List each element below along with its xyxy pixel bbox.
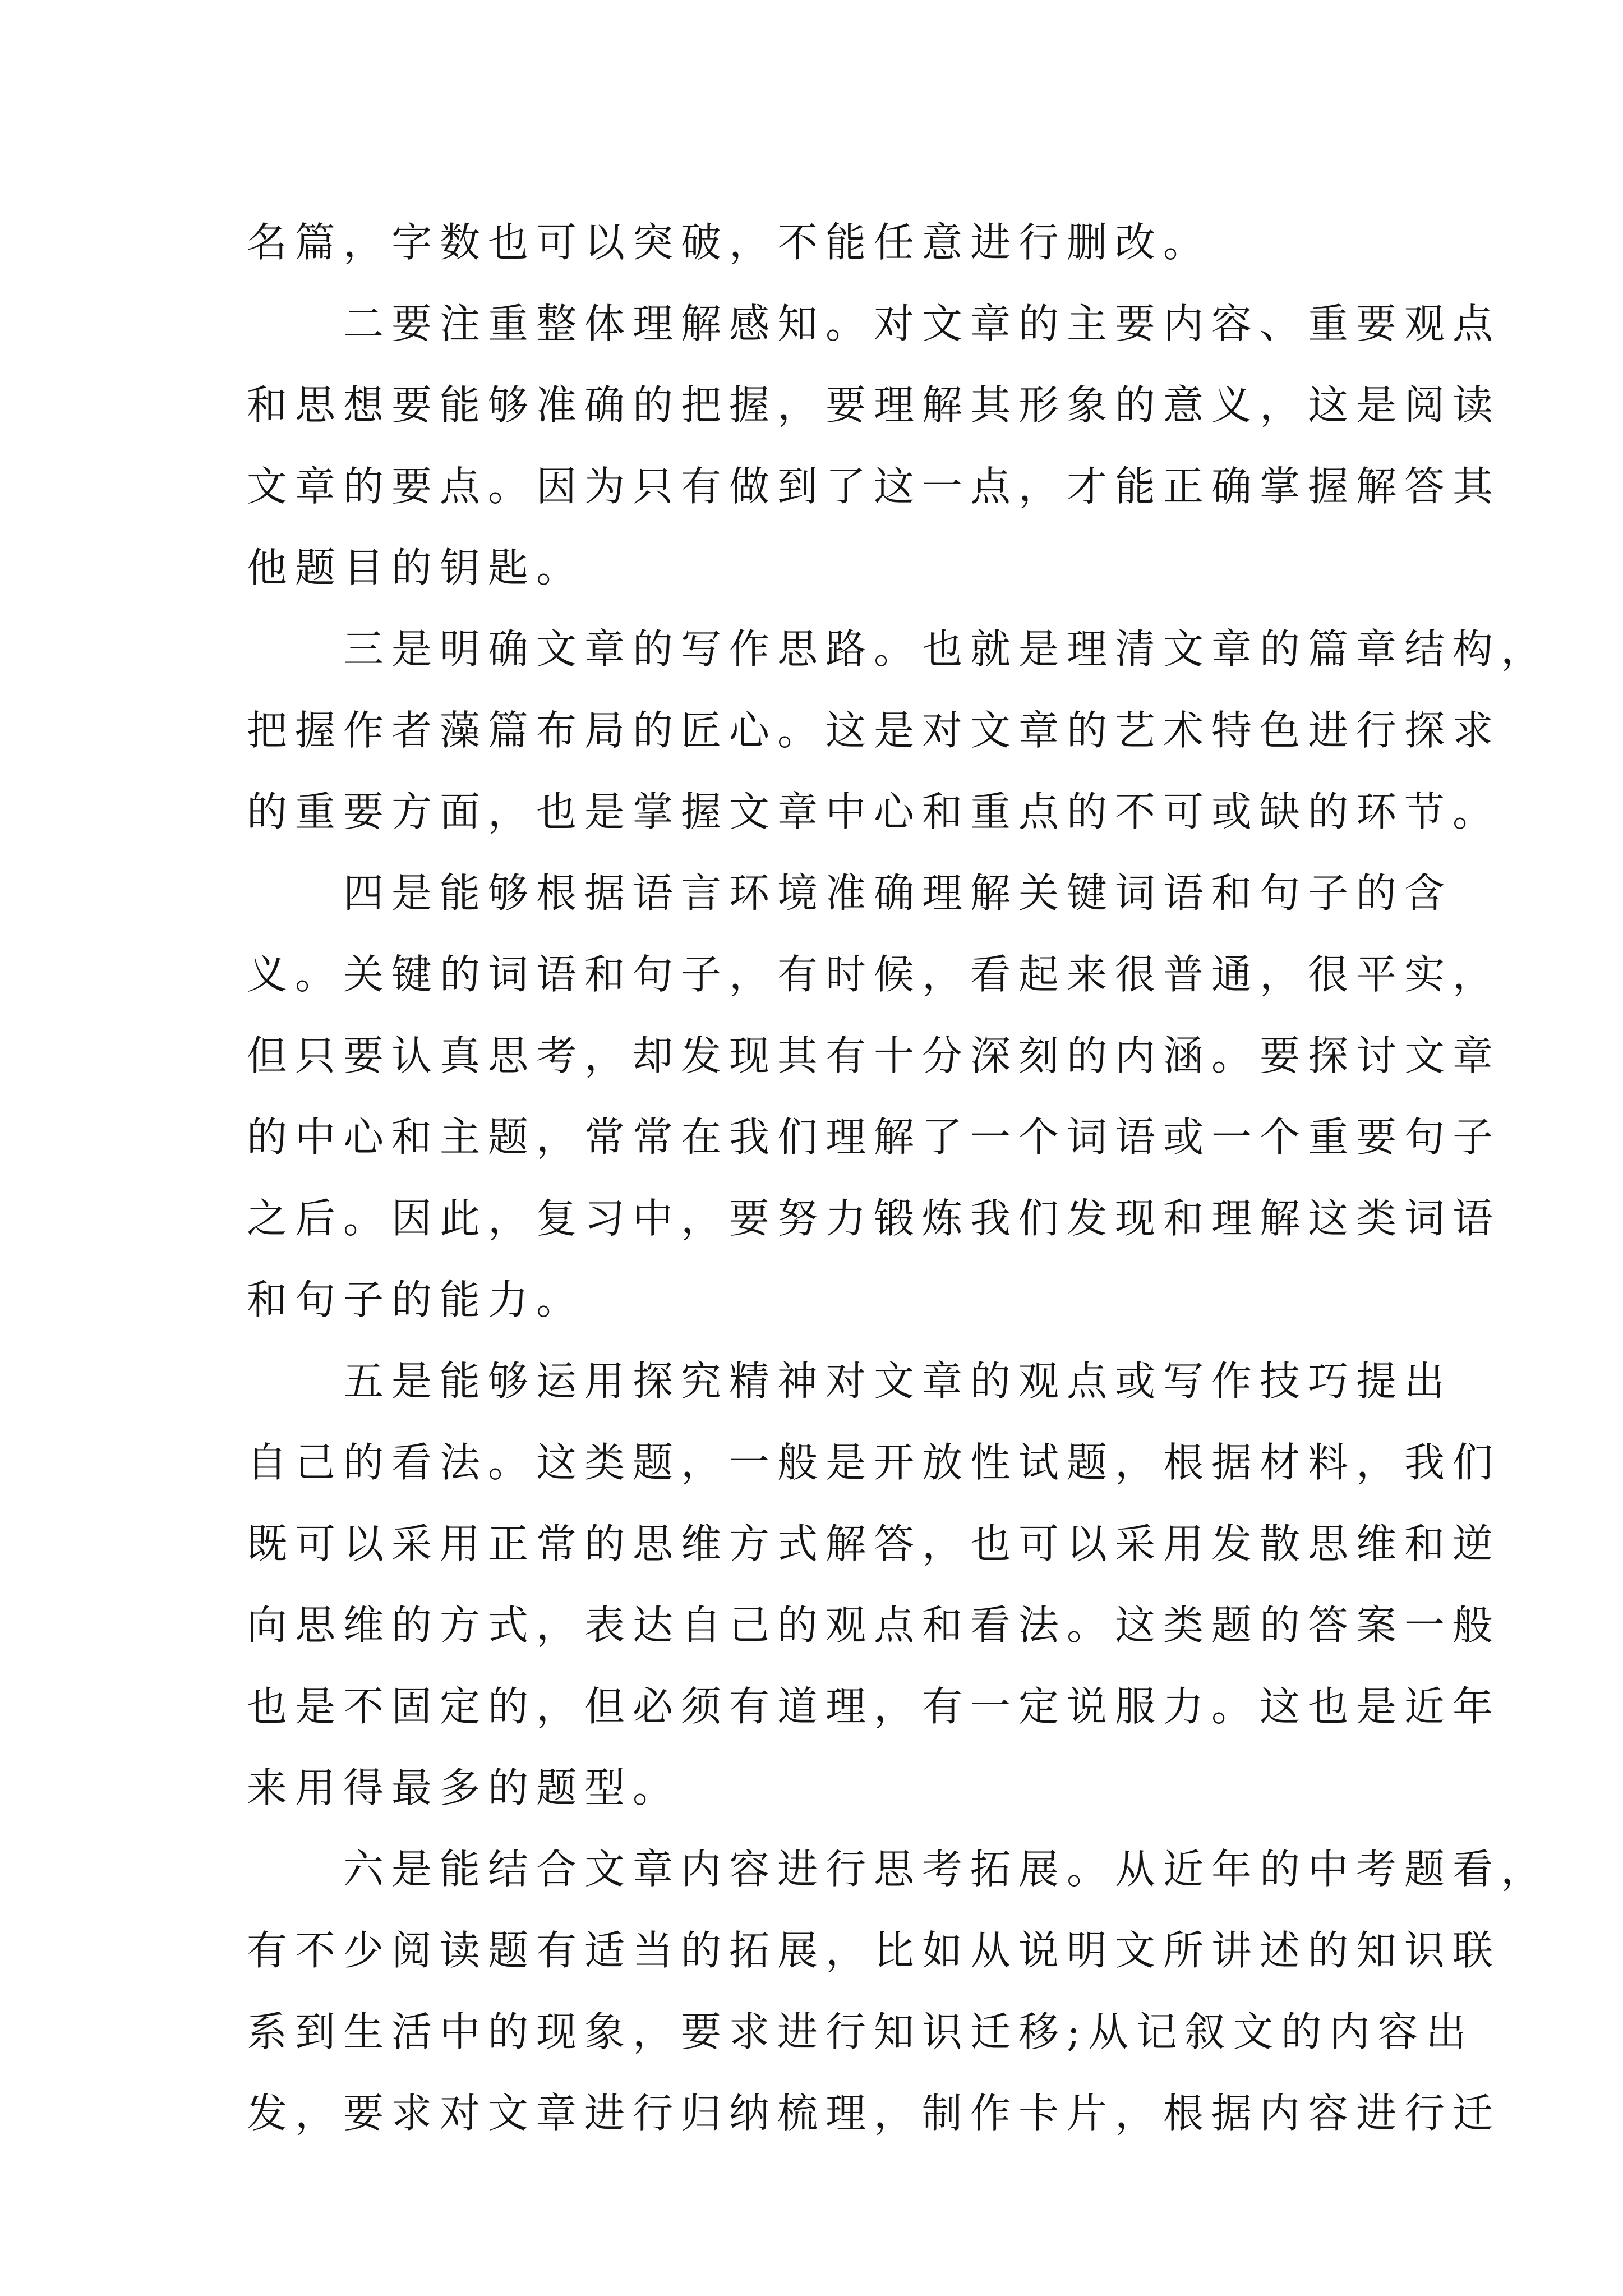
text-line: 也是不固定的，但必须有道理，有一定说服力。这也是近年 xyxy=(247,1683,1501,1730)
text-line: 但只要认真思考，却发现其有十分深刻的内涵。要探讨文章 xyxy=(247,1032,1501,1079)
text-line: 的中心和主题，常常在我们理解了一个词语或一个重要句子 xyxy=(247,1114,1501,1161)
text-line: 自己的看法。这类题，一般是开放性试题，根据材料，我们 xyxy=(247,1439,1501,1486)
text-line: 二要注重整体理解感知。对文章的主要内容、重要观点 xyxy=(247,300,1501,347)
text-line: 文章的要点。因为只有做到了这一点，才能正确掌握解答其 xyxy=(247,463,1501,510)
text-line: 六是能结合文章内容进行思考拓展。从近年的中考题看， xyxy=(247,1846,1550,1893)
text-line: 三是明确文章的写作思路。也就是理清文章的篇章结构， xyxy=(247,625,1550,673)
document-body xyxy=(247,202,1550,2154)
text-line: 四是能够根据语言环境准确理解关键词语和句子的含 xyxy=(247,869,1453,917)
text-line: 把握作者藻篇布局的匠心。这是对文章的艺术特色进行探求 xyxy=(247,707,1501,754)
text-line: 发，要求对文章进行归纳梳理，制作卡片，根据内容进行迁 xyxy=(247,2090,1501,2137)
text-line: 既可以采用正常的思维方式解答，也可以采用发散思维和逆 xyxy=(247,1520,1501,1567)
text-line: 系到生活中的现象，要求进行知识迁移;从记叙文的内容出 xyxy=(247,2008,1474,2055)
text-line: 五是能够运用探究精神对文章的观点或写作技巧提出 xyxy=(247,1358,1453,1405)
text-line: 义。关键的词语和句子，有时候，看起来很普通，很平实， xyxy=(247,951,1501,998)
text-line: 和句子的能力。 xyxy=(247,1276,585,1323)
text-line: 他题目的钥匙。 xyxy=(247,544,585,591)
text-line: 和思想要能够准确的把握，要理解其形象的意义，这是阅读 xyxy=(247,381,1501,429)
text-line: 有不少阅读题有适当的拓展，比如从说明文所讲述的知识联 xyxy=(247,1927,1501,1974)
text-line: 名篇，字数也可以突破，不能任意进行删改。 xyxy=(247,219,1212,266)
text-line: 来用得最多的题型。 xyxy=(247,1764,681,1811)
text-line: 向思维的方式，表达自己的观点和看法。这类题的答案一般 xyxy=(247,1602,1501,1649)
text-line: 之后。因此，复习中，要努力锻炼我们发现和理解这类词语 xyxy=(247,1195,1501,1242)
text-line: 的重要方面，也是掌握文章中心和重点的不可或缺的环节。 xyxy=(247,788,1501,835)
